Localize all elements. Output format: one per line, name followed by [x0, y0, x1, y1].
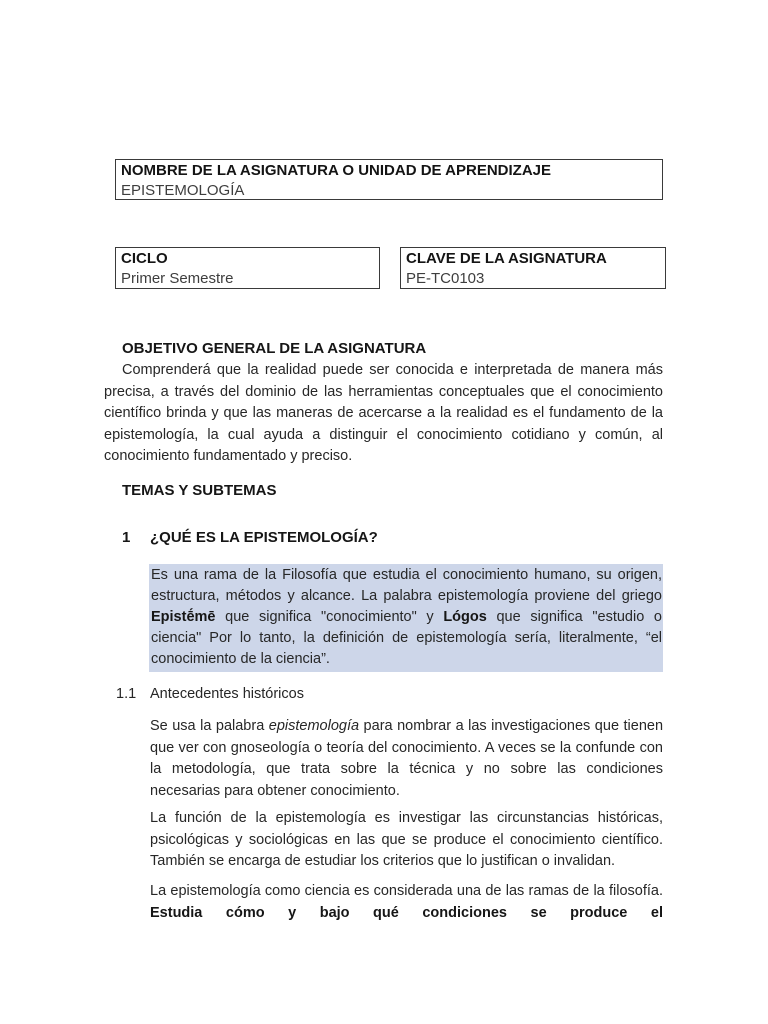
topic-1-1-title: Antecedentes históricos: [150, 686, 304, 702]
topic-1-1-paragraph-3: [150, 881, 663, 924]
cycle-label: CICLO: [121, 250, 168, 267]
p1-italic-epistemologia: epistemología: [268, 718, 360, 734]
topics-heading: TEMAS Y SUBTEMAS: [122, 482, 277, 499]
intro-text-2: que significa "conocimiento" y: [215, 609, 444, 625]
topic-1-1-paragraph-2: La función de la epistemología es investigar las circunstancias históricas, psicológicas y sociológicas en las que se produce el conocimiento científico. También se encarga de estudiar los criterios que lo justifican o invalidan.: [150, 810, 663, 869]
subject-name-label: NOMBRE DE LA ASIGNATURA O UNIDAD DE APRENDIZAJE: [121, 162, 552, 179]
course-key-value: PE-TC0103: [406, 269, 485, 287]
course-key-box: [400, 247, 666, 289]
intro-bold-episteme: Epistḗmē: [151, 609, 216, 625]
intro-bold-logos: Lógos: [443, 609, 487, 625]
topic-1-title: ¿QUÉ ES LA EPISTEMOLOGÍA?: [150, 529, 378, 546]
p1-text-2: para nombrar a las investigaciones que tienen que ver con gnoseología o teoría del conocimiento. A veces se la confunde con la metodología, que trata sobre la técnica y no sobre las condiciones necesarias para obtener conocimiento.: [150, 718, 664, 799]
p3-text-1: La epistemología como ciencia es considerada una de las ramas de la filosofía.: [150, 883, 663, 899]
intro-text-1: Es una rama de la Filosofía que estudia el conocimiento humano, su origen, estructura, métodos y alcance. La palabra epistemología proviene del griego: [151, 567, 662, 604]
topic-1-heading: [122, 529, 378, 546]
cycle-value: Primer Semestre: [121, 269, 234, 287]
intro-text-3: que significa "estudio o ciencia" Por lo tanto, la definición de epistemología sería, literalmente, “el conocimiento de la ciencia”.: [151, 609, 662, 667]
topic-1-number: 1: [122, 529, 131, 546]
topic-1-1-heading: [116, 686, 304, 702]
subject-name-box: [115, 159, 663, 200]
cycle-box: [115, 247, 380, 289]
topic-1-1-number: 1.1: [116, 686, 137, 702]
subject-name-value: EPISTEMOLOGÍA: [121, 181, 245, 199]
p3-bold-tail: Estudia cómo y bajo qué condiciones se produce el: [150, 904, 663, 921]
topic-1-highlighted-paragraph: [149, 564, 663, 672]
objective-heading: OBJETIVO GENERAL DE LA ASIGNATURA: [122, 340, 427, 357]
course-key-label: CLAVE DE LA ASIGNATURA: [406, 250, 607, 267]
p1-text-1: Se usa la palabra: [150, 718, 269, 734]
objective-paragraph: Comprenderá que la realidad puede ser conocida e interpretada de manera más precisa, a través del dominio de las herramientas conceptuales que el conocimiento científico brinda y que las maneras de acercarse a la realidad es el fundamento de la epistemología, la cual ayuda a distinguir el conocimiento cotidiano y común, al conocimiento fundamentado y preciso.: [104, 362, 663, 464]
topic-1-1-paragraph-1: [150, 716, 663, 802]
